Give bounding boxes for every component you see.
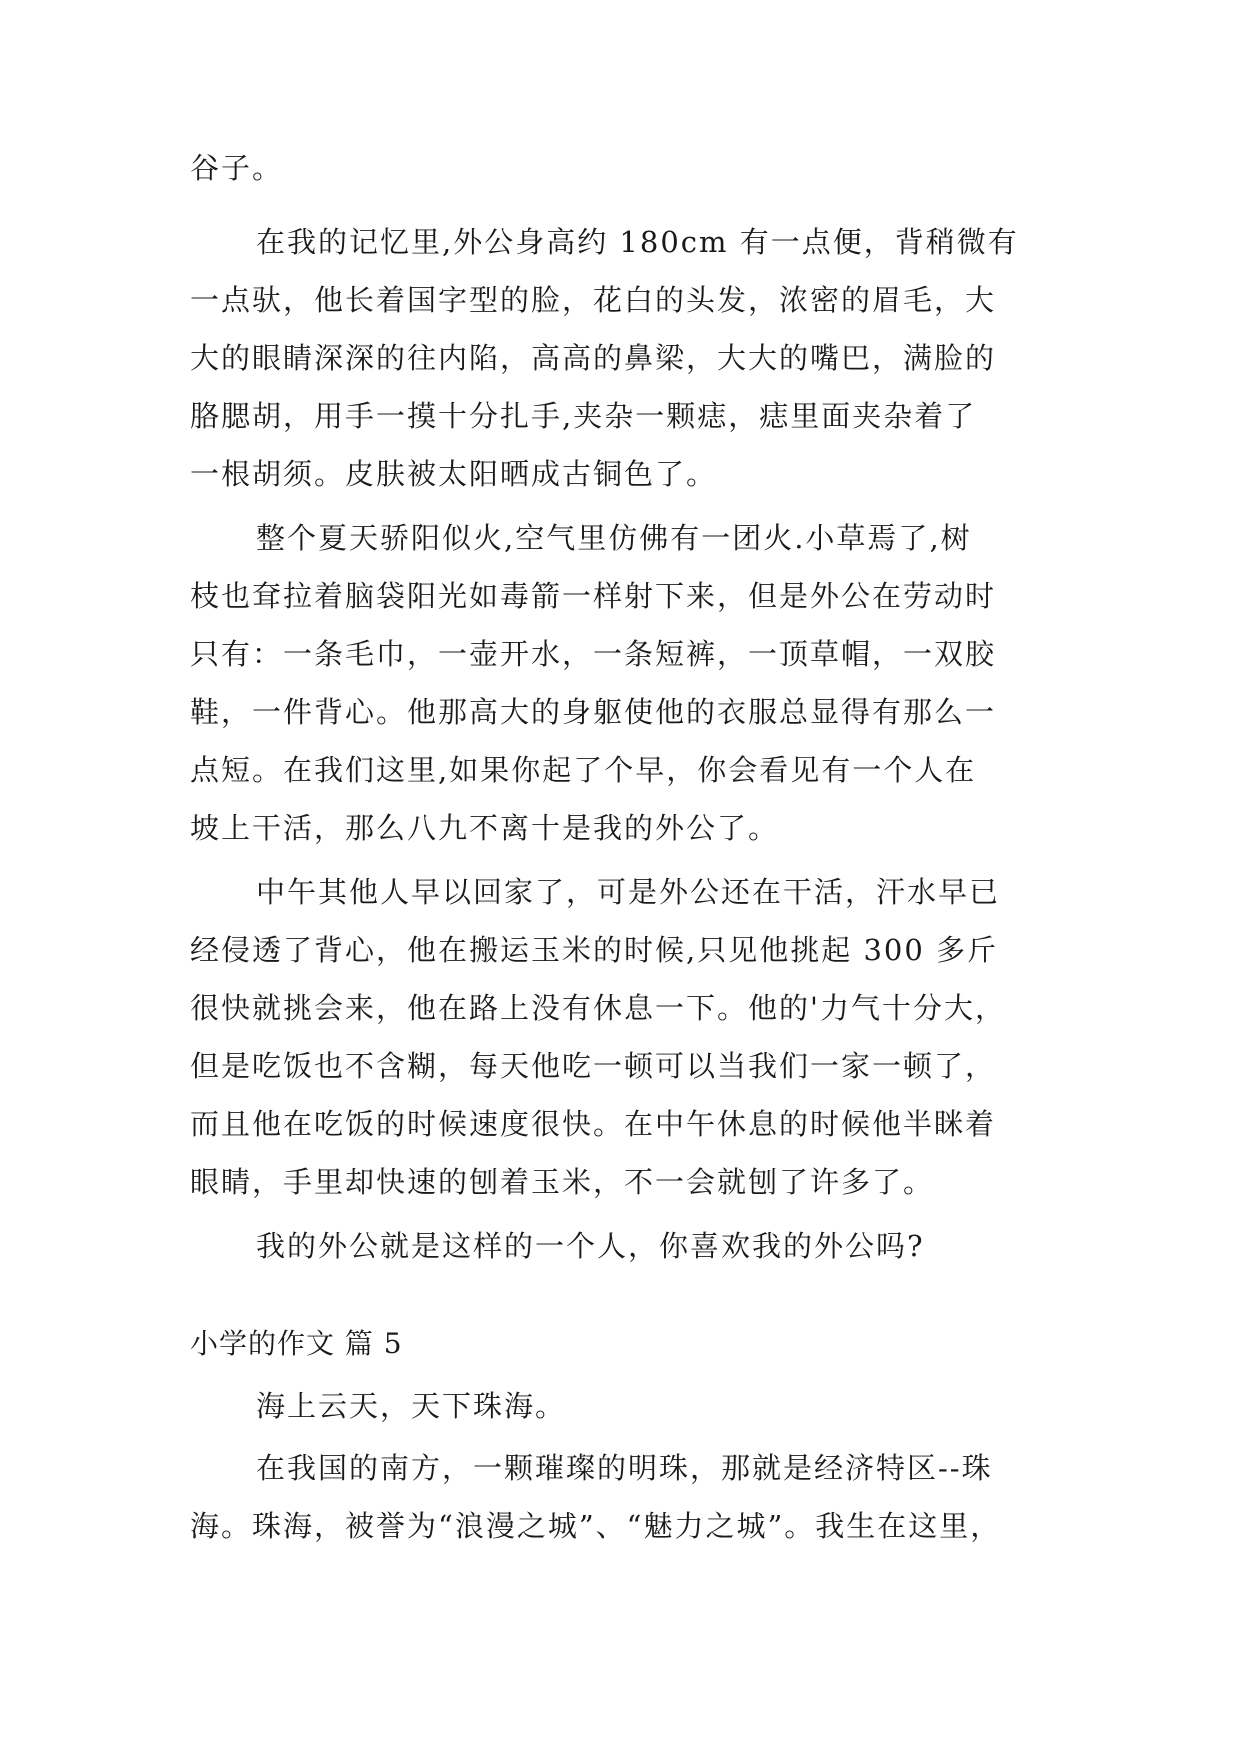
text-line: 很快就挑会来，他在路上没有休息一下。他的'力气十分大， [190,991,1006,1025]
text-line: 点短。在我们这里,如果你起了个早，你会看见有一个人在 [190,753,977,787]
text-line: 整个夏天骄阳似火,空气里仿佛有一团火.小草焉了,树 [256,521,972,555]
text-line: 但是吃饭也不含糊，每天他吃一顿可以当我们一家一顿了， [190,1049,997,1083]
text-line: 枝也耷拉着脑袋阳光如毒箭一样射下来，但是外公在劳动时 [190,579,997,613]
text-line: 一点驮，他长着国字型的脸，花白的头发，浓密的眉毛，大 [190,283,997,317]
text-line: 中午其他人早以回家了，可是外公还在干活，汗水早已 [256,875,1001,909]
text-line: 大的眼睛深深的往内陷，高高的鼻梁，大大的嘴巴，满脸的 [190,341,997,375]
text-line: 只有：一条毛巾，一壶开水，一条短裤，一顶草帽，一双胶 [190,637,997,671]
text-line: 胳腮胡，用手一摸十分扎手,夹杂一颗痣，痣里面夹杂着了 [190,399,977,433]
text-line: 经侵透了背心，他在搬运玉米的时候,只见他挑起 300 多斤 [190,933,999,967]
text-line: 眼睛，手里却快速的刨着玉米，不一会就刨了许多了。 [190,1165,935,1199]
text-line: 一根胡须。皮肤被太阳晒成古铜色了。 [190,457,718,491]
text-line: 鞋，一件背心。他那高大的身躯使他的衣服总显得有那么一 [190,695,997,729]
text-line: 海上云天，天下珠海。 [256,1389,567,1423]
text-line: 海。珠海，被誉为“浪漫之城”、“魅力之城”。我生在这里， [190,1509,1002,1543]
text-line: 而且他在吃饭的时候速度很快。在中午休息的时候他半眯着 [190,1107,997,1141]
text-line: 在我国的南方，一颗璀璨的明珠，那就是经济特区--珠 [256,1451,993,1485]
text-line: 我的外公就是这样的一个人，你喜欢我的外公吗? [256,1229,925,1263]
section-heading: 小学的作文 篇 5 [190,1327,403,1360]
text-line: 谷子。 [190,151,284,185]
text-line: 在我的记忆里,外公身高约 180cm 有一点便，背稍微有 [256,225,1019,259]
text-line: 坡上干活，那么八九不离十是我的外公了。 [190,811,780,845]
